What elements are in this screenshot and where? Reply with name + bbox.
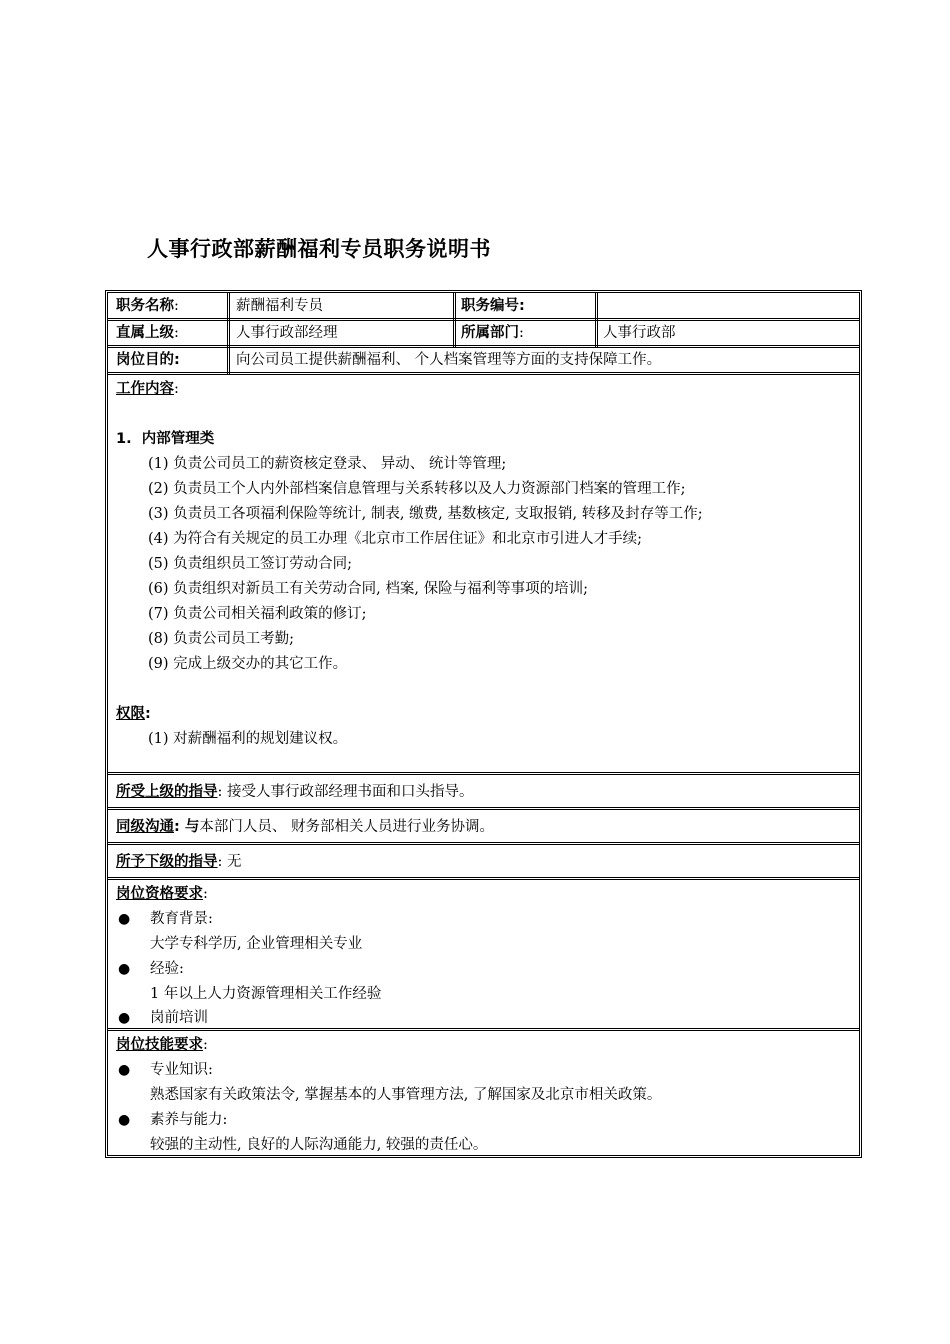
colon: : (203, 886, 208, 902)
row-divider (108, 772, 859, 775)
authority-heading-line (116, 704, 151, 724)
qualification-item-title: 教育背景: (150, 911, 213, 927)
dept-label: 所属部门 (461, 325, 519, 341)
guidance-from-text: : 接受人事行政部经理书面和口头指导。 (217, 784, 474, 800)
bullet-icon: ● (118, 961, 131, 977)
peer-prefix: : 与 (174, 819, 200, 835)
row-divider (108, 842, 859, 845)
colon: : (145, 706, 151, 722)
skills-item-title: 专业知识: (150, 1062, 213, 1078)
authority-heading: 权限 (116, 706, 145, 722)
qualification-item-detail: 1 年以上人力资源管理相关工作经验 (150, 986, 382, 1002)
dept-value: 人事行政部 (603, 325, 676, 341)
peer-line (116, 817, 494, 837)
colon: : (174, 298, 179, 314)
section-title-line (116, 429, 214, 449)
job-code-label: 职务编号: (461, 298, 525, 314)
peer-text: 本部门人员、 财务部相关人员进行业务协调。 (199, 819, 494, 835)
col-divider (453, 293, 456, 348)
skills-heading-line (116, 1035, 208, 1055)
superior-value: 人事行政部经理 (236, 325, 338, 341)
duty-item: (7) 负责公司相关福利政策的修订; (148, 606, 367, 622)
page-title: 人事行政部薪酬福利专员职务说明书 (147, 237, 491, 261)
qualification-item-detail: 大学专科学历, 企业管理相关专业 (150, 936, 363, 952)
duty-item: (1) 负责公司员工的薪资核定登录、 异动、 统计等管理; (148, 456, 507, 472)
duty-item: (6) 负责组织对新员工有关劳动合同, 档案, 保险与福利等事项的培训; (148, 581, 588, 597)
row-divider (108, 877, 859, 880)
duty-item: (8) 负责公司员工考勤; (148, 631, 295, 647)
colon: : (174, 325, 179, 341)
dept-label-cell (461, 321, 524, 345)
peer-label: 同级沟通 (116, 819, 174, 835)
row-divider (108, 372, 859, 375)
bullet-icon: ● (118, 911, 131, 927)
duty-item: (4) 为符合有关规定的员工办理《北京市工作居住证》和北京市引进人才手续; (148, 531, 643, 547)
guidance-from-line (116, 782, 474, 802)
qualification-heading: 岗位资格要求 (116, 886, 203, 902)
col-divider (595, 293, 598, 348)
colon: : (174, 381, 179, 397)
purpose-label: 岗位目的: (116, 352, 180, 368)
job-description-table (105, 290, 862, 1158)
purpose-value: 向公司员工提供薪酬福利、 个人档案管理等方面的支持保障工作。 (236, 352, 662, 368)
colon: : (519, 325, 524, 341)
row-divider (108, 807, 859, 810)
skills-item-detail: 较强的主动性, 良好的人际沟通能力, 较强的责任心。 (150, 1137, 488, 1153)
duty-item: (2) 负责员工个人内外部档案信息管理与关系转移以及人力资源部门档案的管理工作; (148, 481, 686, 497)
qualification-heading-line (116, 884, 208, 904)
section-number: 1. (116, 431, 132, 447)
duty-item: (5) 负责组织员工签订劳动合同; (148, 556, 353, 572)
qualification-item-title: 经验: (150, 961, 184, 977)
job-name-label-cell (116, 294, 179, 318)
guidance-from-label: 所受上级的指导 (116, 784, 218, 800)
guidance-to-label: 所予下级的指导 (116, 854, 218, 870)
bullet-icon: ● (118, 1112, 131, 1128)
bullet-icon: ● (118, 1062, 131, 1078)
work-heading: 工作内容 (116, 381, 174, 397)
bullet-icon: ● (118, 1010, 131, 1026)
col-divider (227, 293, 230, 375)
authority-item: (1) 对薪酬福利的规划建议权。 (148, 731, 348, 747)
superior-label: 直属上级 (116, 325, 174, 341)
duty-item: (9) 完成上级交办的其它工作。 (148, 656, 348, 672)
guidance-to-text: : 无 (217, 854, 242, 870)
skills-item-detail: 熟悉国家有关政策法令, 掌握基本的人事管理方法, 了解国家及北京市相关政策。 (150, 1087, 662, 1103)
row-divider (108, 1028, 859, 1031)
skills-heading: 岗位技能要求 (116, 1037, 203, 1053)
qualification-item-title: 岗前培训 (150, 1010, 208, 1026)
guidance-to-line (116, 852, 242, 872)
superior-label-cell (116, 321, 179, 345)
duty-item: (3) 负责员工各项福利保险等统计, 制表, 缴费, 基数核定, 支取报销, 转移及封存等工作; (148, 506, 703, 522)
skills-item-title: 素养与能力: (150, 1112, 228, 1128)
colon: : (203, 1037, 208, 1053)
section-title: 内部管理类 (141, 431, 215, 447)
work-heading-line (116, 379, 179, 399)
job-name-value: 薪酬福利专员 (236, 298, 323, 314)
job-name-label: 职务名称 (116, 298, 174, 314)
